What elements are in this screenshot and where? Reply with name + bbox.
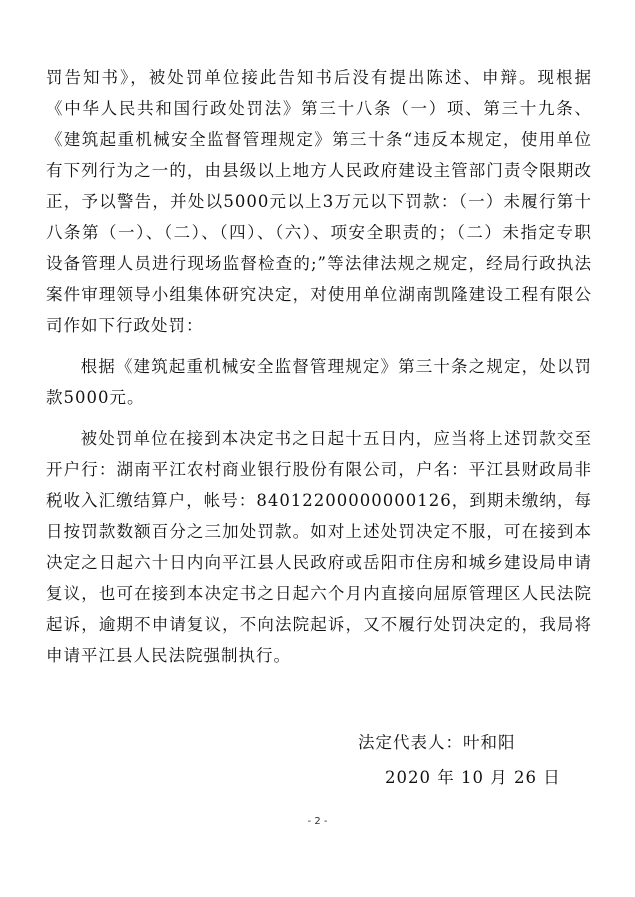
page-number: - 2 -: [307, 816, 328, 827]
document-body: [46, 62, 592, 671]
paragraph-penalty-basis: 罚告知书》，被处罚单位接此告知书后没有提出陈述、申辩。现根据《中华人民共和国行政处罚法》第三十八条（一）项、第三十九条、《建筑起重机械安全监督管理规定》第三十条“违反本规定，使用单位有下列行为之一的，由县级以上地方人民政府建设主管部门责令限期改正，予以警告，并处以5000元以上3万元以下罚款：（一）未履行第十八条第（一）、（二）、（四）、（六）、项安全职责的；（二）未指定专职设备管理人员进行现场监督检查的;”等法律法规之规定，经局行政执法案件审理领导小组集体研究决定，对使用单位湖南凯隆建设工程有限公司作如下行政处罚：: [46, 68, 592, 335]
document-date: 2020 年 10 月 26 日: [385, 768, 561, 787]
legal-representative: 法定代表人：叶和阳: [358, 733, 516, 752]
paragraph-payment-instructions: 被处罚单位在接到本决定书之日起十五日内，应当将上述罚款交至开户行：湖南平江农村商业银行股份有限公司，户名：平江县财政局非税收入汇缴结算户，帐号：84012200000000126，到期未缴纳，每日按罚款数额百分之三加处罚款。如对上述处罚决定不服，可在接到本决定之日起六十日内向平江县人民政府或岳阳市住房和城乡建设局申请复议，也可在接到本决定书之日起六个月内直接向屈原管理区人民法院起诉，逾期不申请复议，不向法院起诉，又不履行处罚决定的，我局将申请平江县人民法院强制执行。: [46, 429, 592, 665]
paragraph-penalty-decision: 根据《建筑起重机械安全监督管理规定》第三十条之规定，处以罚款5000元。: [46, 357, 592, 407]
